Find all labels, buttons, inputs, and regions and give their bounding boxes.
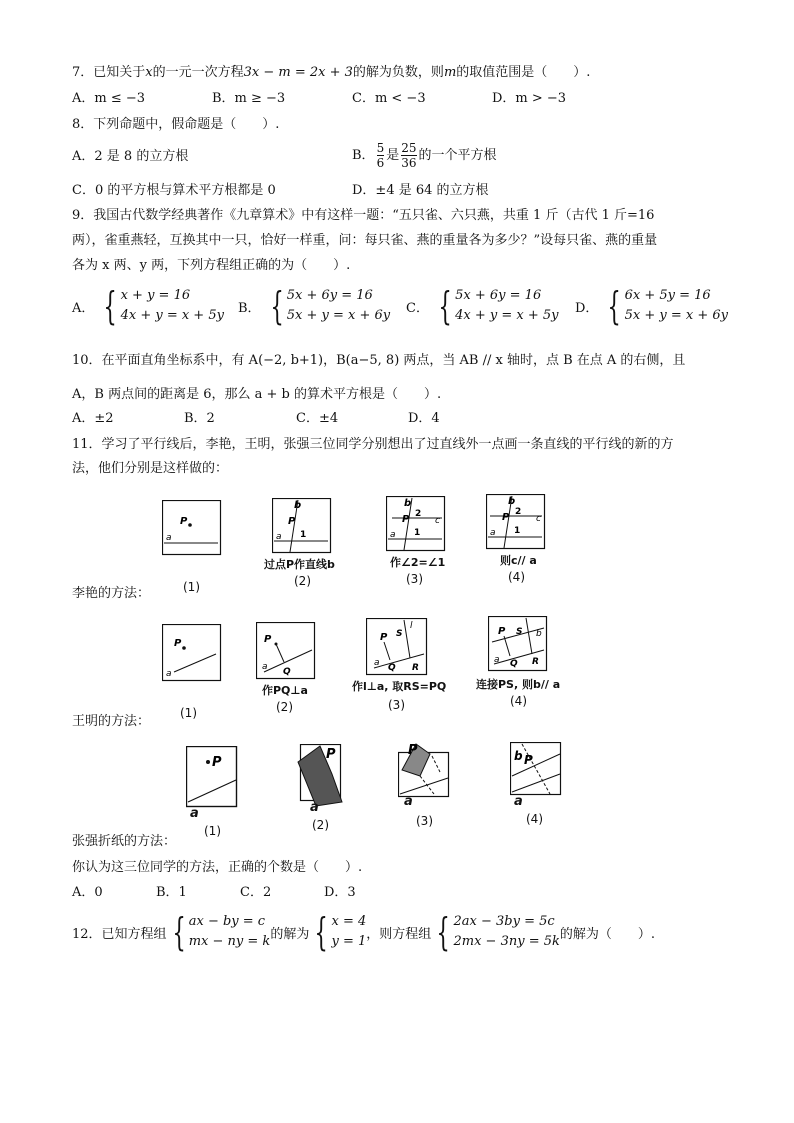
svg-text:b: b	[508, 496, 516, 507]
svg-text:1: 1	[300, 530, 307, 540]
zhang-fig-2-label-a: a	[310, 800, 319, 815]
q7-option-b[interactable]: B．m ≥ −3	[212, 91, 286, 106]
svg-text:a: a	[490, 528, 496, 538]
wang-fig-1-number: (1)	[180, 706, 197, 720]
svg-text:a: a	[494, 655, 500, 665]
q7-option-c[interactable]: C．m < −3	[352, 91, 426, 106]
q9-option-c[interactable]: C． { 5x + 6y = 16 4x + y = x + 5y	[406, 284, 559, 328]
q10-option-b[interactable]: B．2	[184, 411, 215, 426]
svg-text:P: P	[288, 516, 296, 527]
svg-text:P: P	[174, 638, 182, 649]
svg-text:P: P	[408, 743, 418, 758]
svg-text:Q: Q	[510, 659, 518, 669]
q10-line-1: 10．在平面直角坐标系中，有 A(−2, b+1)，B(a−5, 8) 两点，当 AB // x 轴时，点 B 在点 A 的右侧，且	[72, 353, 686, 368]
svg-text:S: S	[396, 629, 403, 639]
wang-fig-3-number: (3)	[388, 698, 405, 712]
wang-ming-method-label: 王明的方法：	[72, 714, 151, 729]
q8-option-b[interactable]: B． $\frac{5}{6}$ 是 $\frac{25}{36}$ 的一个平方根	[352, 141, 497, 170]
svg-text:a: a	[262, 662, 268, 672]
svg-text:P: P	[212, 755, 222, 770]
q11-option-a[interactable]: A．0	[72, 885, 103, 900]
svg-text:b: b	[404, 498, 412, 509]
svg-text:Q: Q	[283, 667, 291, 677]
svg-text:2: 2	[515, 507, 522, 517]
svg-text:b: b	[514, 749, 523, 763]
q11-line-2: 法，他们分别是这样做的：	[72, 461, 229, 476]
li-fig-2-number: (2)	[294, 574, 311, 588]
li-fig-1-number: (1)	[183, 580, 200, 594]
zhang-fig-4-number: (4)	[526, 812, 543, 826]
q11-option-d[interactable]: D．3	[324, 885, 356, 900]
zhang-fig-4	[510, 742, 562, 798]
q8-option-c[interactable]: C．0 的平方根与算术平方根都是 0	[72, 183, 276, 198]
svg-text:a: a	[374, 658, 380, 668]
q8-stem: 8．下列命题中，假命题是（ ）.	[72, 117, 280, 132]
q7-stem: 7．已知关于x的一元一次方程3x − m = 2x + 3的解为负数，则m的取值范围是（ ）.	[72, 65, 591, 80]
zhang-fig-3-number: (3)	[416, 814, 433, 828]
svg-text:P: P	[524, 753, 533, 767]
q8-option-d[interactable]: D．±4 是 64 的立方根	[352, 183, 489, 198]
q10-option-c[interactable]: C．±4	[296, 411, 339, 426]
svg-text:S: S	[516, 627, 523, 637]
li-fig-4	[486, 494, 546, 550]
li-fig-2	[272, 498, 332, 554]
svg-text:2: 2	[415, 509, 422, 519]
q8-option-a[interactable]: A．2 是 8 的立方根	[72, 149, 189, 164]
svg-text:R: R	[412, 663, 419, 673]
q11-option-c[interactable]: C．2	[240, 885, 272, 900]
li-fig-3	[386, 496, 446, 552]
q9-line-2: 两），雀重燕轻，互换其中一只，恰好一样重，问：每只雀、燕的重量各为多少？”设每只雀、燕的重量	[72, 233, 658, 248]
brace: {	[103, 284, 118, 328]
q9-option-d[interactable]: D． { 6x + 5y = 16 5x + y = x + 6y	[575, 284, 728, 328]
wang-fig-1	[162, 624, 222, 682]
q10-option-a[interactable]: A．±2	[72, 411, 114, 426]
zhang-fig-3-label-a: a	[404, 794, 413, 809]
svg-text:P: P	[326, 747, 336, 762]
wang-fig-2-number: (2)	[276, 700, 293, 714]
zhang-fig-1-number: (1)	[204, 824, 221, 838]
svg-text:Q: Q	[388, 663, 396, 673]
li-fig-3-caption: 作∠2=∠1	[390, 556, 446, 569]
q9-option-b[interactable]: B． { 5x + 6y = 16 5x + y = x + 6y	[238, 284, 391, 328]
q12-stem: 12．已知方程组 { ax − by = c mx − ny = k 的解为 { x = 4 y = 1 ，则方程组 { 2ax − 3by = 5c 2mx − 3ny = 5k 的解为（ ）.	[72, 910, 656, 954]
svg-text:P: P	[380, 632, 388, 643]
zhang-fig-2-number: (2)	[312, 818, 329, 832]
li-fig-2-caption: 过点P作直线b	[264, 558, 335, 571]
q7-option-d[interactable]: D．m > −3	[492, 91, 567, 106]
zhang-fig-1-label-a: a	[190, 806, 199, 821]
wang-fig-4-number: (4)	[510, 694, 527, 708]
zhang-fig-1	[186, 746, 238, 808]
brace: {	[314, 910, 329, 954]
svg-text:P: P	[180, 516, 188, 527]
svg-text:a: a	[166, 533, 172, 543]
svg-text:b: b	[294, 500, 302, 511]
svg-text:c: c	[536, 514, 541, 524]
svg-text:1: 1	[514, 526, 521, 536]
fraction-5-6: $\frac{5}{6}$	[376, 141, 385, 170]
svg-text:R: R	[532, 657, 539, 667]
q10-line-2: A，B 两点间的距离是 6，那么 a + b 的算术平方根是（ ）.	[72, 387, 442, 402]
brace: {	[436, 910, 451, 954]
zhang-fig-3	[398, 742, 450, 798]
wang-fig-2	[256, 622, 316, 680]
svg-text:P: P	[264, 634, 272, 645]
svg-text:a: a	[390, 530, 396, 540]
brace: {	[270, 284, 284, 328]
svg-text:b: b	[536, 629, 542, 639]
svg-text:c: c	[435, 516, 440, 526]
svg-text:P: P	[402, 514, 410, 525]
q7-equation: 3x − m = 2x + 3	[243, 65, 353, 80]
wang-fig-4	[488, 616, 548, 672]
wang-fig-2-caption: 作PQ⊥a	[262, 684, 308, 697]
wang-fig-3	[366, 618, 428, 676]
brace: {	[171, 910, 186, 954]
li-fig-4-caption: 则c// a	[500, 554, 537, 567]
fraction-25-36: $\frac{25}{36}$	[401, 141, 417, 170]
wang-fig-3-caption: 作l⊥a, 取RS=PQ	[352, 680, 447, 693]
zhang-fig-2	[296, 744, 348, 808]
brace: {	[607, 284, 622, 328]
svg-text:P: P	[498, 626, 506, 637]
svg-text:l: l	[410, 621, 413, 631]
q9-line-1: 9．我国古代数学经典著作《九章算术》中有这样一题：“五只雀、六只燕，共重 1 斤（古代 1 斤=16	[72, 208, 655, 223]
brace: {	[438, 284, 452, 328]
li-fig-1	[162, 500, 222, 556]
q11-line-1: 11．学习了平行线后，李艳，王明，张强三位同学分别想出了过直线外一点画一条直线的平行线的新的方	[72, 437, 674, 452]
wang-fig-4-caption: 连接PS, 则b// a	[476, 678, 561, 691]
q9-option-a[interactable]: A． { x + y = 16 4x + y = x + 5y	[72, 284, 224, 328]
svg-text:a: a	[276, 532, 282, 542]
q11-question: 你认为这三位同学的方法，正确的个数是（ ）.	[72, 860, 363, 875]
q10-option-d[interactable]: D．4	[408, 411, 440, 426]
svg-text:a: a	[166, 669, 172, 679]
li-fig-3-number: (3)	[406, 572, 423, 586]
zhang-qiang-method-label: 张强折纸的方法：	[72, 834, 177, 849]
li-fig-4-number: (4)	[508, 570, 525, 584]
q9-line-3: 各为 x 两、y 两，下列方程组正确的为（ ）.	[72, 258, 351, 273]
svg-text:1: 1	[414, 528, 421, 538]
q7-option-a[interactable]: A．m ≤ −3	[72, 91, 146, 106]
svg-text:P: P	[502, 512, 510, 523]
zhang-fig-4-label-a: a	[514, 794, 523, 809]
q11-option-b[interactable]: B．1	[156, 885, 187, 900]
li-yan-method-label: 李艳的方法：	[72, 586, 151, 601]
